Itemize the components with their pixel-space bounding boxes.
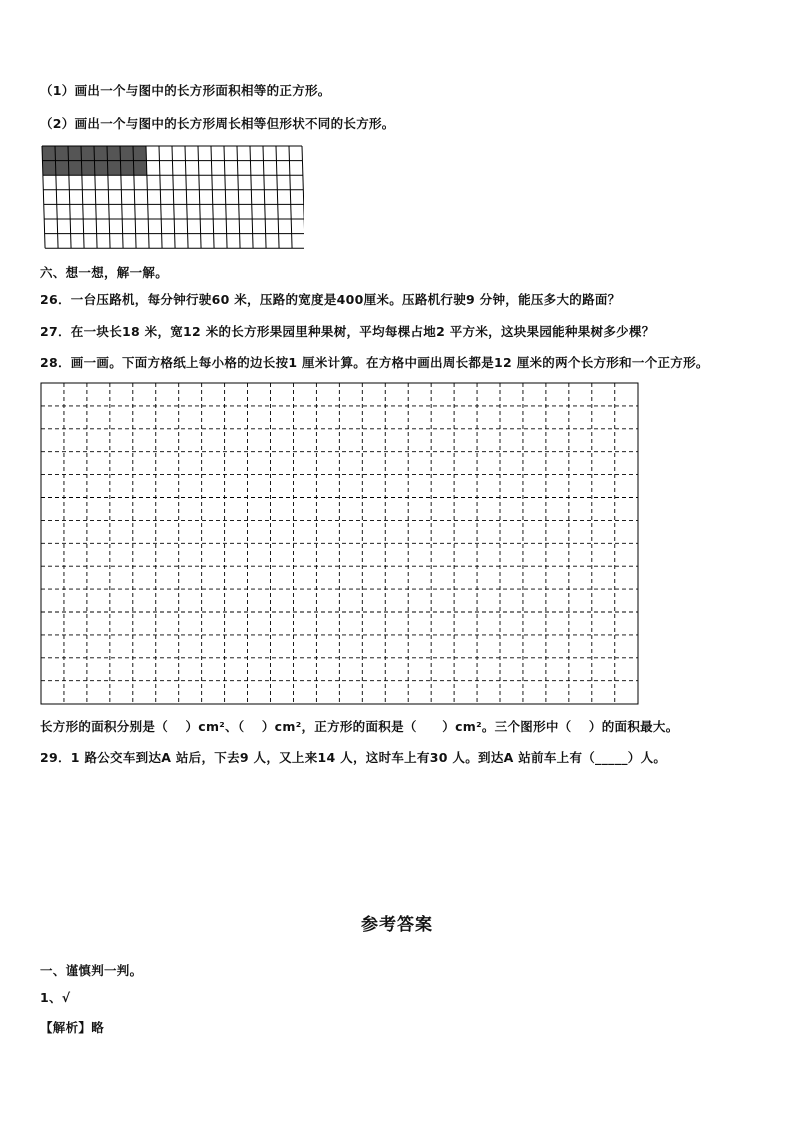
answer-key-title: 参考答案 [361,915,433,935]
q25-part2: （2）画出一个与图中的长方形周长相等但形状不同的长方形。 [40,116,395,131]
grid-line-vertical [146,146,149,248]
grid-line-vertical [302,146,304,248]
question-29: 29．1 路公交车到达A 站后，下去9 人，又上来14 人，这时车上有30 人。到达A 站前车上有（_____）人。 [40,750,667,765]
grid-line-vertical [263,146,266,248]
grid-line-vertical [276,146,279,248]
grid-line-vertical [289,146,292,248]
question-28-answer-line: 长方形的面积分别是（ ）cm²、（ ）cm²，正方形的面积是（ ）cm²。三个图形中（ ）的面积最大。 [40,719,679,734]
answer-item-1: 1、√ [40,990,71,1005]
grid-line-vertical [211,146,214,248]
grid-line-vertical [185,146,188,248]
question-28: 28．画一画。下面方格纸上每小格的边长按1 厘米计算。在方格中画出周长都是12 厘米的两个长方形和一个正方形。 [40,355,709,370]
grid-line-vertical [250,146,253,248]
answer-section1-heading: 一、谨慎判一判。 [40,963,143,978]
section6-heading: 六、想一想，解一解。 [40,265,169,280]
question-27: 27．在一块长18 米，宽12 米的长方形果园里种果树，平均每棵占地2 平方米，这块果园能种果树多少棵？ [40,324,655,339]
grid-line-vertical [224,146,227,248]
grid-figure-shaded-rectangle [40,144,304,254]
q25-part1: （1）画出一个与图中的长方形面积相等的正方形。 [40,83,331,98]
grid-line-vertical [159,146,162,248]
grid-line-vertical [172,146,175,248]
question-26: 26．一台压路机，每分钟行驶60 米，压路的宽度是400厘米。压路机行驶9 分钟，能压多大的路面？ [40,292,621,307]
grid-line-vertical [237,146,240,248]
answer-analysis: 【解析】略 [40,1020,105,1035]
grid-paper-drawing-area [40,382,640,706]
grid-line-vertical [198,146,201,248]
